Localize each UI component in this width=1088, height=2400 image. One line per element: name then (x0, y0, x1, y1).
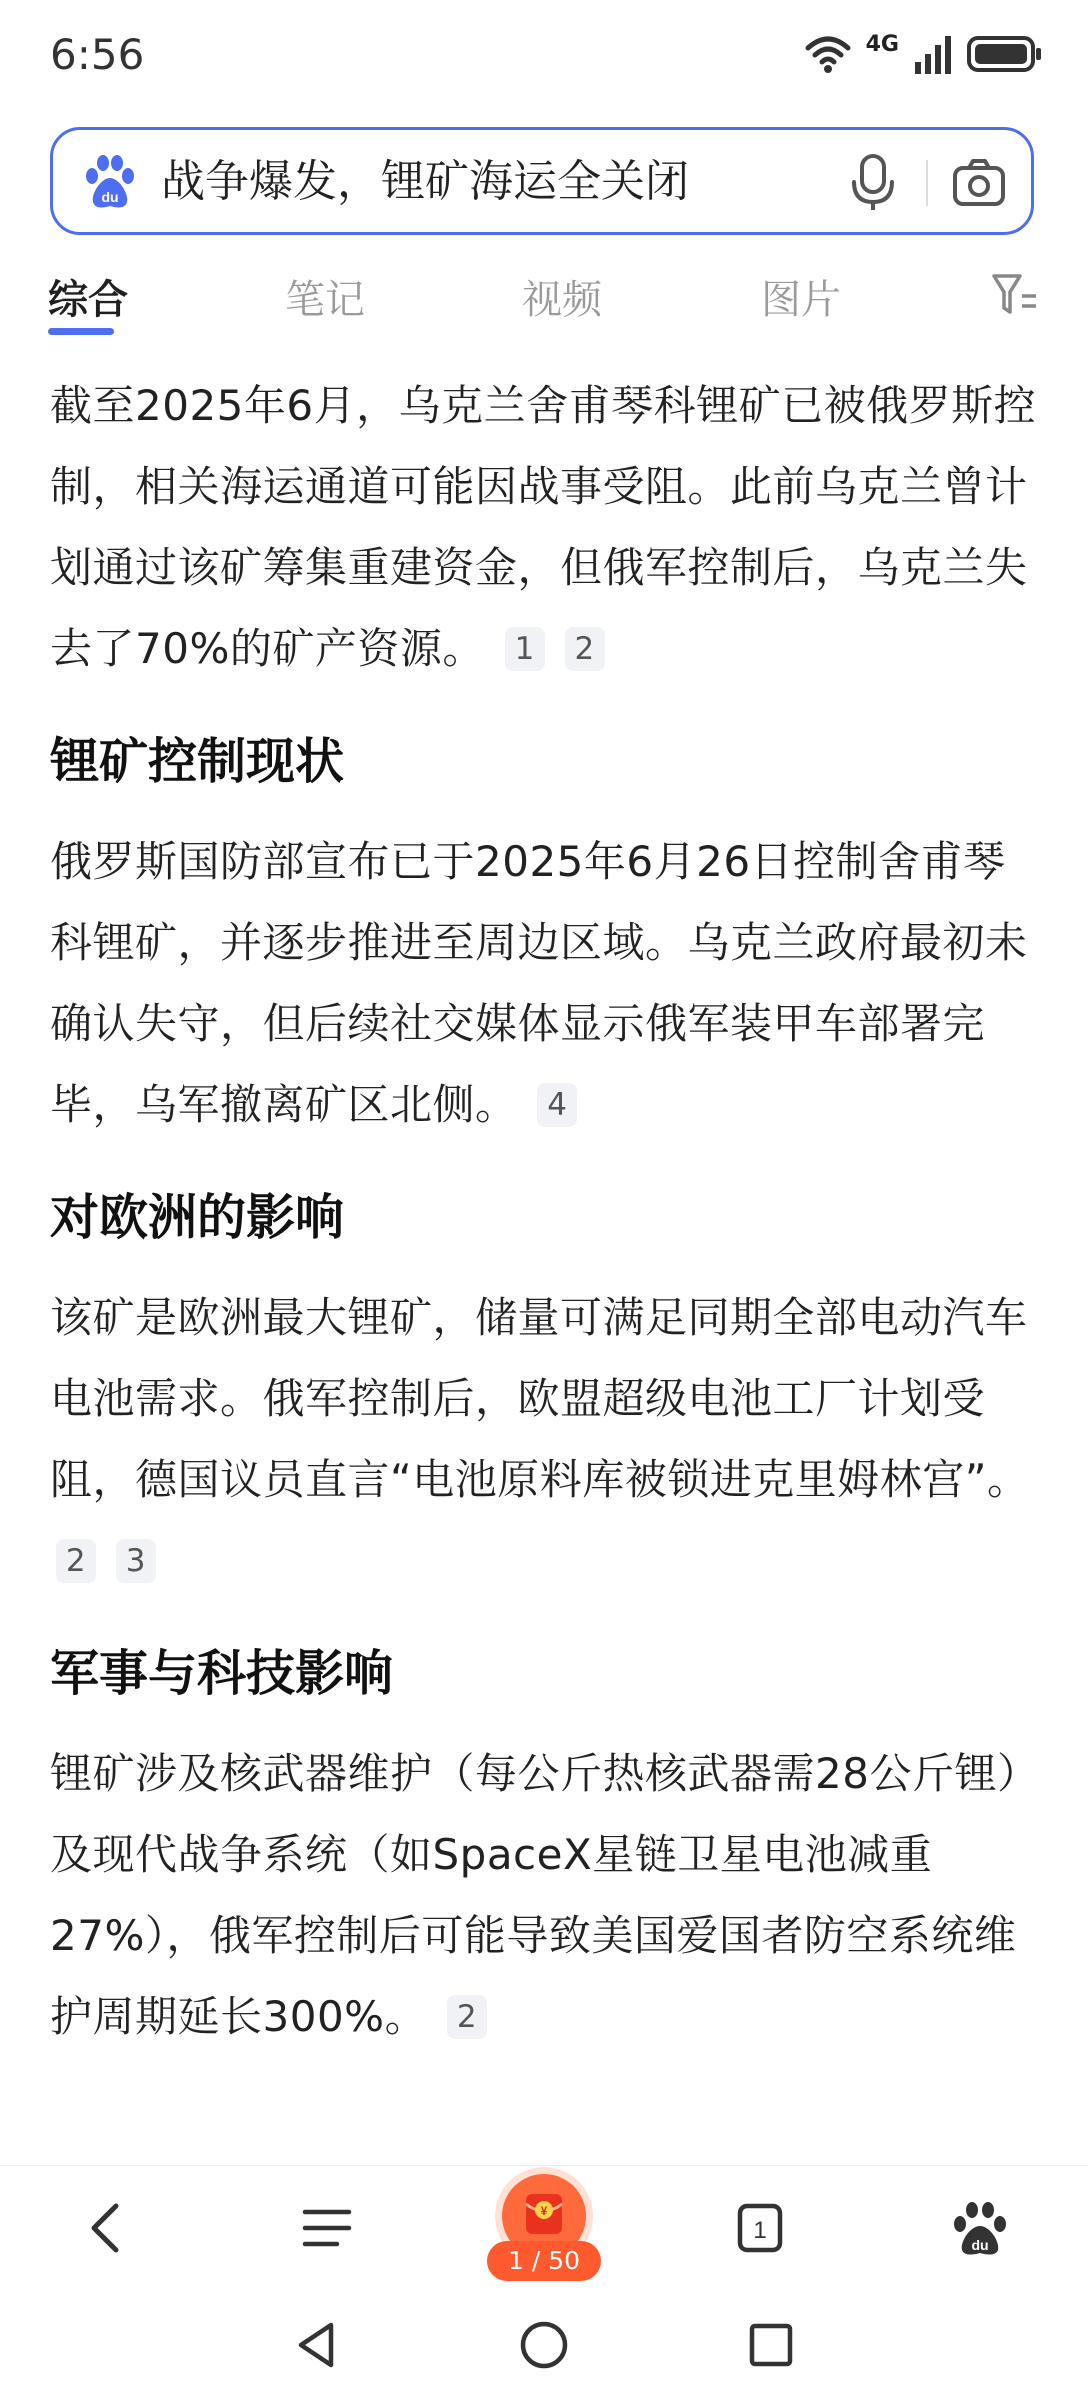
active-tab-indicator (48, 328, 114, 335)
network-type-label: 4G (865, 31, 899, 57)
citation-ref[interactable]: 2 (565, 627, 605, 671)
citation-ref[interactable]: 1 (505, 627, 545, 671)
red-packet-progress-badge[interactable]: 1 / 50 (487, 2241, 601, 2281)
citation-ref[interactable]: 3 (116, 1539, 156, 1583)
result-tabs (0, 258, 1088, 338)
microphone-icon[interactable] (843, 150, 903, 214)
menu-icon[interactable] (287, 2188, 367, 2268)
tab-videos[interactable]: 视频 (522, 277, 602, 323)
status-bar (0, 0, 1088, 115)
search-input[interactable]: 战争爆发，锂矿海运全关闭 (161, 156, 689, 207)
camera-icon[interactable] (949, 152, 1009, 212)
svg-text:du: du (971, 2237, 989, 2253)
tab-notes[interactable]: 笔记 (285, 277, 365, 323)
section-heading: 对欧洲的影响 (50, 1189, 345, 1246)
baidu-home-icon[interactable] (940, 2188, 1020, 2268)
section-text: 该矿是欧洲最大锂矿，储量可满足同期全部电动汽车电池需求。俄军控制后，欧盟超级电池工厂计划受阻，德国议员直言“电池原料库被锁进克里姆林宫”。 (50, 1293, 1030, 1504)
citation-ref[interactable]: 4 (537, 1083, 577, 1127)
wifi-icon (804, 34, 852, 74)
filter-icon[interactable] (990, 270, 1040, 320)
answer-content (50, 365, 1040, 2057)
system-recents-icon[interactable] (741, 2315, 801, 2375)
status-time: 6:56 (50, 30, 145, 79)
battery-icon (967, 34, 1043, 74)
section-paragraph (50, 1733, 1040, 2057)
system-home-icon[interactable] (514, 2315, 574, 2375)
section-heading: 锂矿控制现状 (50, 733, 345, 790)
section-paragraph (50, 1277, 1040, 1601)
bottom-nav-bar (0, 2165, 1088, 2296)
tab-images[interactable]: 图片 (761, 277, 841, 323)
section-paragraph (50, 821, 1040, 1145)
red-packet-symbol: ¥ (540, 2204, 548, 2218)
section-heading: 军事与科技影响 (50, 1645, 394, 1702)
search-divider (926, 160, 928, 206)
baidu-paw-icon (83, 154, 137, 210)
citation-ref[interactable]: 2 (56, 1539, 96, 1583)
tab-count-icon[interactable] (720, 2188, 800, 2268)
signal-icon (913, 34, 953, 74)
tab-comprehensive[interactable]: 综合 (48, 277, 128, 323)
system-nav-bar (0, 2295, 1088, 2400)
tab-count-value: 1 (753, 2217, 767, 2244)
search-box[interactable] (50, 127, 1034, 235)
citation-ref[interactable]: 2 (447, 1995, 487, 2039)
section-text: 俄罗斯国防部宣布已于2025年6月26日控制舍甫琴科锂矿，并逐步推进至周边区域。乌克兰政府最初未确认失守，但后续社交媒体显示俄军装甲车部署完毕，乌军撤离矿区北侧。 (50, 837, 1028, 1129)
section-text: 锂矿涉及核武器维护（每公斤热核武器需28公斤锂）及现代战争系统（如SpaceX星链卫星电池减重27%），俄军控制后可能导致美国爱国者防空系统维护周期延长300%。 (50, 1749, 1040, 2041)
system-back-icon[interactable] (287, 2315, 347, 2375)
intro-paragraph (50, 365, 1040, 689)
intro-text: 截至2025年6月，乌克兰舍甫琴科锂矿已被俄罗斯控制，相关海运通道可能因战事受阻。此前乌克兰曾计划通过该矿筹集重建资金，但俄军控制后，乌克兰失去了70%的矿产资源。 (50, 381, 1037, 673)
status-icons (804, 32, 1043, 76)
back-icon[interactable] (66, 2188, 146, 2268)
svg-text:du: du (101, 189, 119, 205)
